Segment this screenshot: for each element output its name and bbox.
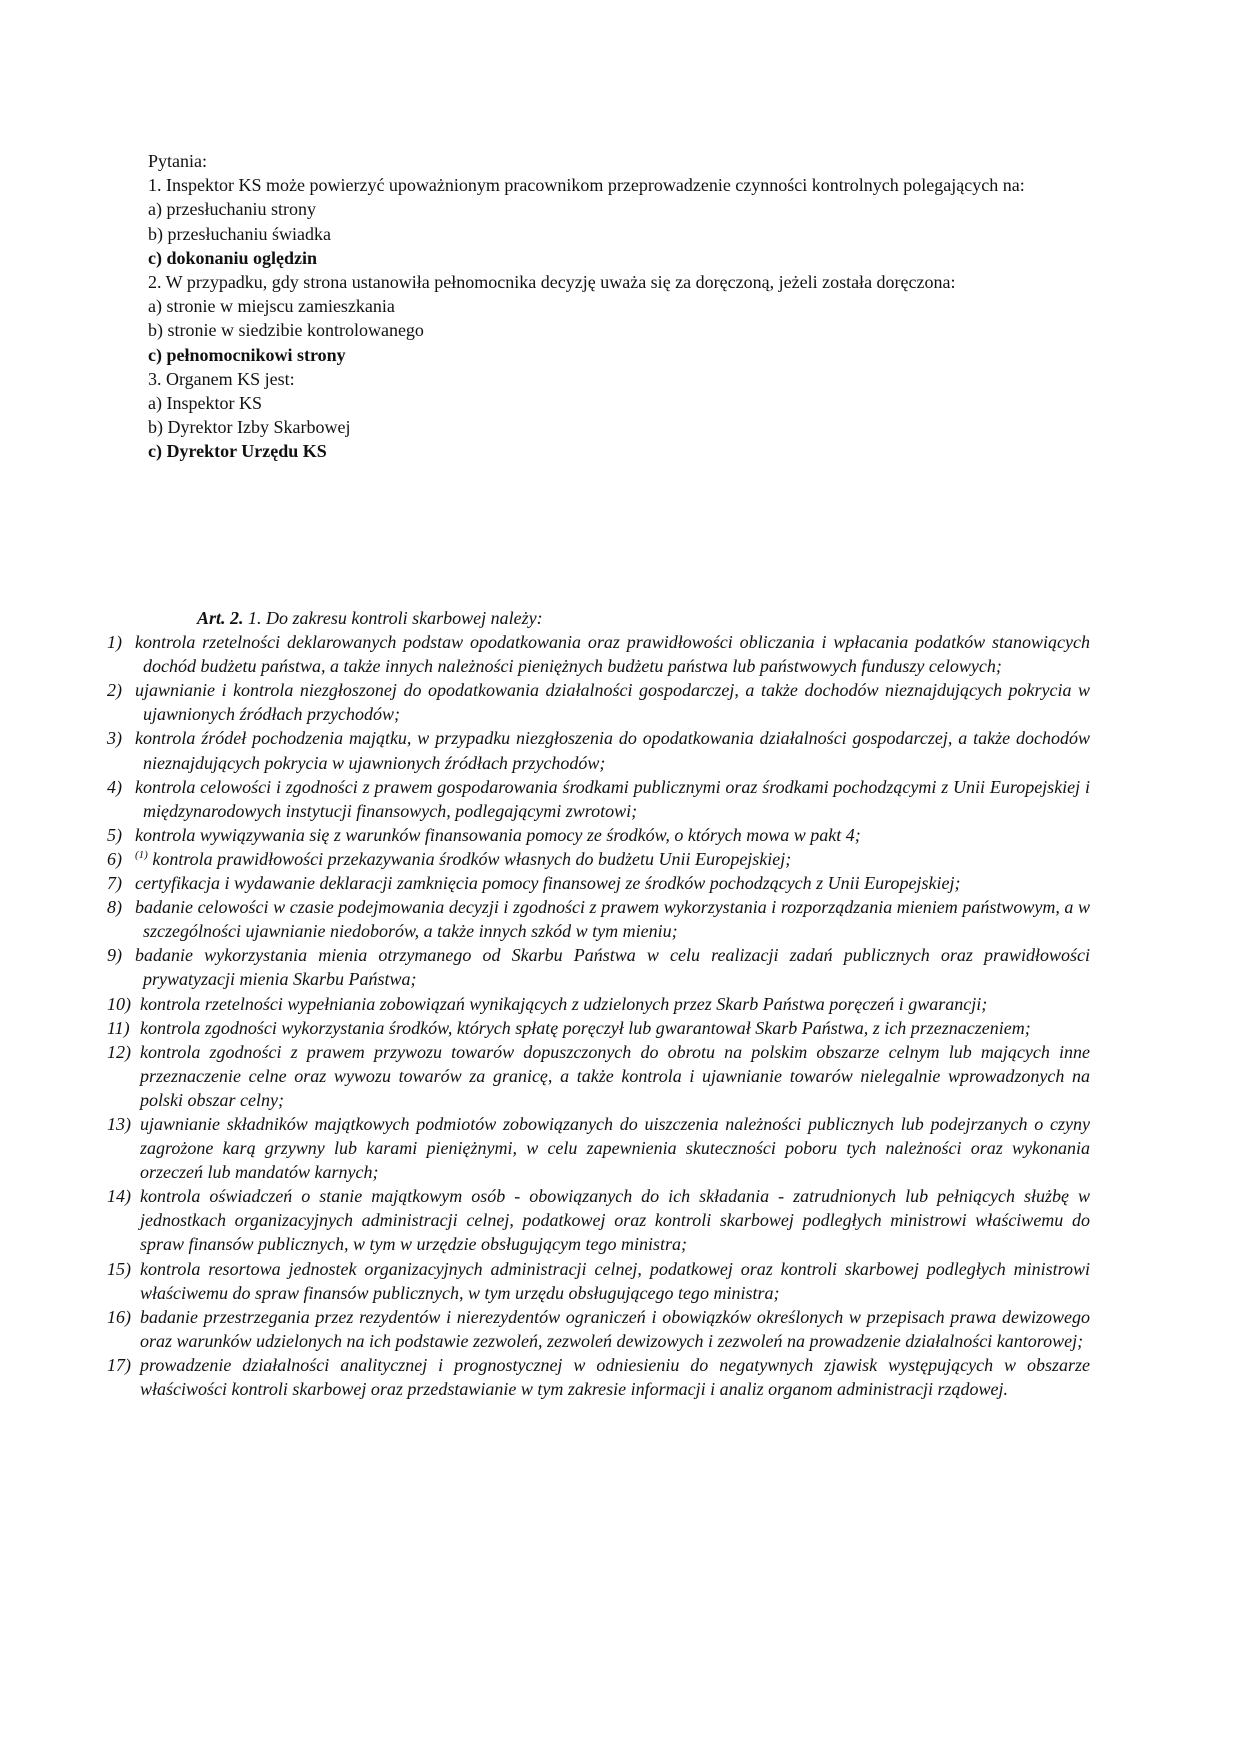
article-item bbox=[107, 943, 1090, 991]
article-item bbox=[107, 678, 1090, 726]
article-item-content: kontrola prawidłowości przekazywania środków własnych do budżetu Unii Europejskiej; bbox=[152, 848, 792, 869]
question-2-option-c: c) pełnomocnikowi strony bbox=[148, 344, 346, 365]
article-item bbox=[107, 1016, 1090, 1040]
article-label: Art. 2. bbox=[197, 608, 244, 628]
article-item-number: 16) bbox=[107, 1306, 131, 1327]
article-item-number: 1) bbox=[107, 632, 122, 653]
article-intro: 1. Do zakresu kontroli skarbowej należy: bbox=[248, 608, 543, 628]
article-item-content: kontrola rzetelności deklarowanych podstaw opodatkowania oraz prawidłowości obliczania i wpłacania podatków stanowiących dochód budżetu państwa, a także innych należności pieniężnych budżetu państwa lub państwowych funduszy celowych; bbox=[135, 632, 1090, 677]
article-items-list bbox=[107, 630, 1090, 1401]
question-1-option-c: c) dokonaniu oględzin bbox=[148, 247, 318, 268]
article-item-text bbox=[135, 678, 1090, 726]
article-item bbox=[107, 895, 1090, 943]
article-item bbox=[107, 1040, 1090, 1112]
article-item-number: 8) bbox=[107, 897, 122, 918]
article-item bbox=[107, 823, 1090, 847]
article-item-number: 3) bbox=[107, 728, 122, 749]
article-section bbox=[107, 606, 1090, 1401]
questions-heading: Pytania: bbox=[148, 151, 207, 171]
article-item-number: 4) bbox=[107, 776, 122, 797]
article-item-content: kontrola celowości i zgodności z prawem gospodarowania środkami publicznymi oraz środkami pochodzącymi z Unii Europejskiej i międzynarodowych instytucji finansowych, podlegającymi zwrotowi; bbox=[135, 776, 1090, 821]
article-item-content: prowadzenie działalności analitycznej i prognostycznej w odniesieniu do negatywnych zjawisk występujących w obszarze właściwości kontroli skarbowej oraz przedstawianie w tym zakresie informacji i analiz organom administracji rządowej. bbox=[140, 1354, 1090, 1399]
article-item-number: 17) bbox=[107, 1354, 131, 1375]
article-item-content: kontrola zgodności wykorzystania środków, których spłatę poręczył lub gwarantował Skarb Państwa, z ich przeznaczeniem; bbox=[140, 1017, 1031, 1038]
article-item-number: 10) bbox=[107, 993, 131, 1014]
article-item-number: 6) bbox=[107, 848, 122, 869]
article-item-number: 11) bbox=[107, 1017, 130, 1038]
article-item-content: kontrola oświadczeń o stanie majątkowym osób - obowiązanych do ich składania - zatrudnionych lub pełniących służbę w jednostkach organizacyjnych administracji celnej, podatkowej oraz kontroli skarbowej podległych ministrowi właściwemu do spraw finansów publicznych, w tym w urzędzie obsługującym tego ministra; bbox=[140, 1186, 1090, 1255]
article-item-text bbox=[140, 1040, 1090, 1112]
question-2-option-a: a) stronie w miejscu zamieszkania bbox=[148, 296, 395, 317]
article-item-number: 15) bbox=[107, 1258, 131, 1279]
article-item-content: badanie wykorzystania mienia otrzymanego od Skarbu Państwa w celu realizacji zadań publicznych oraz prawidłowości prywatyzacji mienia Skarbu Państwa; bbox=[135, 945, 1090, 990]
questions-section bbox=[148, 149, 1108, 464]
article-item bbox=[107, 871, 1090, 895]
article-item-text bbox=[140, 1257, 1090, 1305]
article-item-content: ujawnianie i kontrola niezgłoszonej do opodatkowania działalności gospodarczej, a także dochodów nieznajdujących pokrycia w ujawnionych źródłach przychodów; bbox=[135, 680, 1090, 725]
footnote-marker: (1) bbox=[135, 848, 148, 861]
article-item bbox=[107, 847, 1090, 871]
article-item-content: ujawnianie składników majątkowych podmiotów zobowiązanych do uiszczenia należności publicznych lub podejrzanych o czyny zagrożone karą grzywny lub karami pieniężnymi, w celu zapewnienia skuteczności poboru tych należności oraz wykonania orzeczeń lub mandatów karnych; bbox=[140, 1113, 1090, 1183]
article-item-text bbox=[135, 726, 1090, 774]
article-item-content: kontrola wywiązywania się z warunków finansowania pomocy ze środków, o których mowa w pakt 4; bbox=[135, 824, 861, 845]
article-item-number: 9) bbox=[107, 945, 122, 966]
article-item-text bbox=[140, 1112, 1090, 1184]
article-item-number: 5) bbox=[107, 824, 122, 845]
article-item-text bbox=[140, 1305, 1090, 1353]
article-item bbox=[107, 1305, 1090, 1353]
article-item-content: badanie przestrzegania przez rezydentów i nierezydentów ograniczeń i obowiązków określonych w przepisach prawa dewizowego oraz warunków udzielonych na ich podstawie zezwoleń, zezwoleń dewizowych i zezwoleń na prowadzenie działalności kantorowej; bbox=[140, 1306, 1090, 1351]
article-item-text bbox=[135, 775, 1090, 823]
article-item-text bbox=[135, 847, 1090, 871]
article-item-text bbox=[140, 1016, 1090, 1040]
article-item-number: 12) bbox=[107, 1041, 131, 1062]
article-item-content: badanie celowości w czasie podejmowania decyzji i zgodności z prawem wykorzystania i rozporządzania mieniem państwowym, a w szczególności ujawnianie niedoborów, a także innych szkód w tym mieniu; bbox=[135, 897, 1090, 942]
question-1-option-b: b) przesłuchaniu świadka bbox=[148, 223, 331, 244]
article-item-content: kontrola resortowa jednostek organizacyjnych administracji celnej, podatkowej oraz kontroli skarbowej podległych ministrowi właściwemu do spraw finansów publicznych, w tym urzędu obsługującego tego ministra; bbox=[140, 1258, 1090, 1303]
article-item-text bbox=[135, 823, 1090, 847]
article-item-text bbox=[135, 895, 1090, 943]
question-2: 2. W przypadku, gdy strona ustanowiła pełnomocnika decyzję uważa się za doręczoną, jeżeli została doręczona: bbox=[148, 272, 956, 293]
article-item-text bbox=[135, 943, 1090, 991]
article-item bbox=[107, 1112, 1090, 1184]
question-3-option-a: a) Inspektor KS bbox=[148, 393, 262, 414]
question-1-option-a: a) przesłuchaniu strony bbox=[148, 199, 316, 220]
article-item bbox=[107, 630, 1090, 678]
article-item-number: 14) bbox=[107, 1186, 131, 1207]
article-item-number: 13) bbox=[107, 1113, 131, 1134]
question-3-option-c: c) Dyrektor Urzędu KS bbox=[148, 441, 327, 462]
question-2-option-b: b) stronie w siedzibie kontrolowanego bbox=[148, 320, 424, 341]
article-item bbox=[107, 775, 1090, 823]
question-3-option-b: b) Dyrektor Izby Skarbowej bbox=[148, 417, 351, 438]
article-item-text bbox=[135, 871, 1090, 895]
article-item-number: 2) bbox=[107, 680, 122, 701]
article-item-content: kontrola źródeł pochodzenia majątku, w przypadku niezgłoszenia do opodatkowania działalności gospodarczej, a także dochodów nieznajdujących pokrycia w ujawnionych źródłach przychodów; bbox=[135, 728, 1090, 773]
article-item-text bbox=[140, 1353, 1090, 1401]
question-1: 1. Inspektor KS może powierzyć upoważnionym pracownikom przeprowadzenie czynności kontrolnych polegających na: bbox=[148, 175, 1025, 196]
article-item-content: kontrola rzetelności wypełniania zobowiązań wynikających z udzielonych przez Skarb Państwa poręczeń i gwarancji; bbox=[140, 993, 988, 1014]
article-item bbox=[107, 1257, 1090, 1305]
article-item-text bbox=[140, 1184, 1090, 1256]
article-header bbox=[107, 606, 1090, 630]
article-item-text bbox=[140, 992, 1090, 1016]
article-item bbox=[107, 726, 1090, 774]
article-item-number: 7) bbox=[107, 873, 122, 894]
article-item-text bbox=[135, 630, 1090, 678]
article-item bbox=[107, 1353, 1090, 1401]
article-item bbox=[107, 1184, 1090, 1256]
article-item bbox=[107, 992, 1090, 1016]
article-item-content: certyfikacja i wydawanie deklaracji zamknięcia pomocy finansowej ze środków pochodzących z Unii Europejskiej; bbox=[135, 873, 961, 894]
question-3: 3. Organem KS jest: bbox=[148, 368, 295, 389]
article-item-content: kontrola zgodności z prawem przywozu towarów dopuszczonych do obrotu na polskim obszarze celnym lub mających inne przeznaczenie celne oraz wywozu towarów za granicę, a także kontrola i ujawnianie towarów nielegalnie wprowadzonych na polski obszar celny; bbox=[140, 1041, 1090, 1110]
